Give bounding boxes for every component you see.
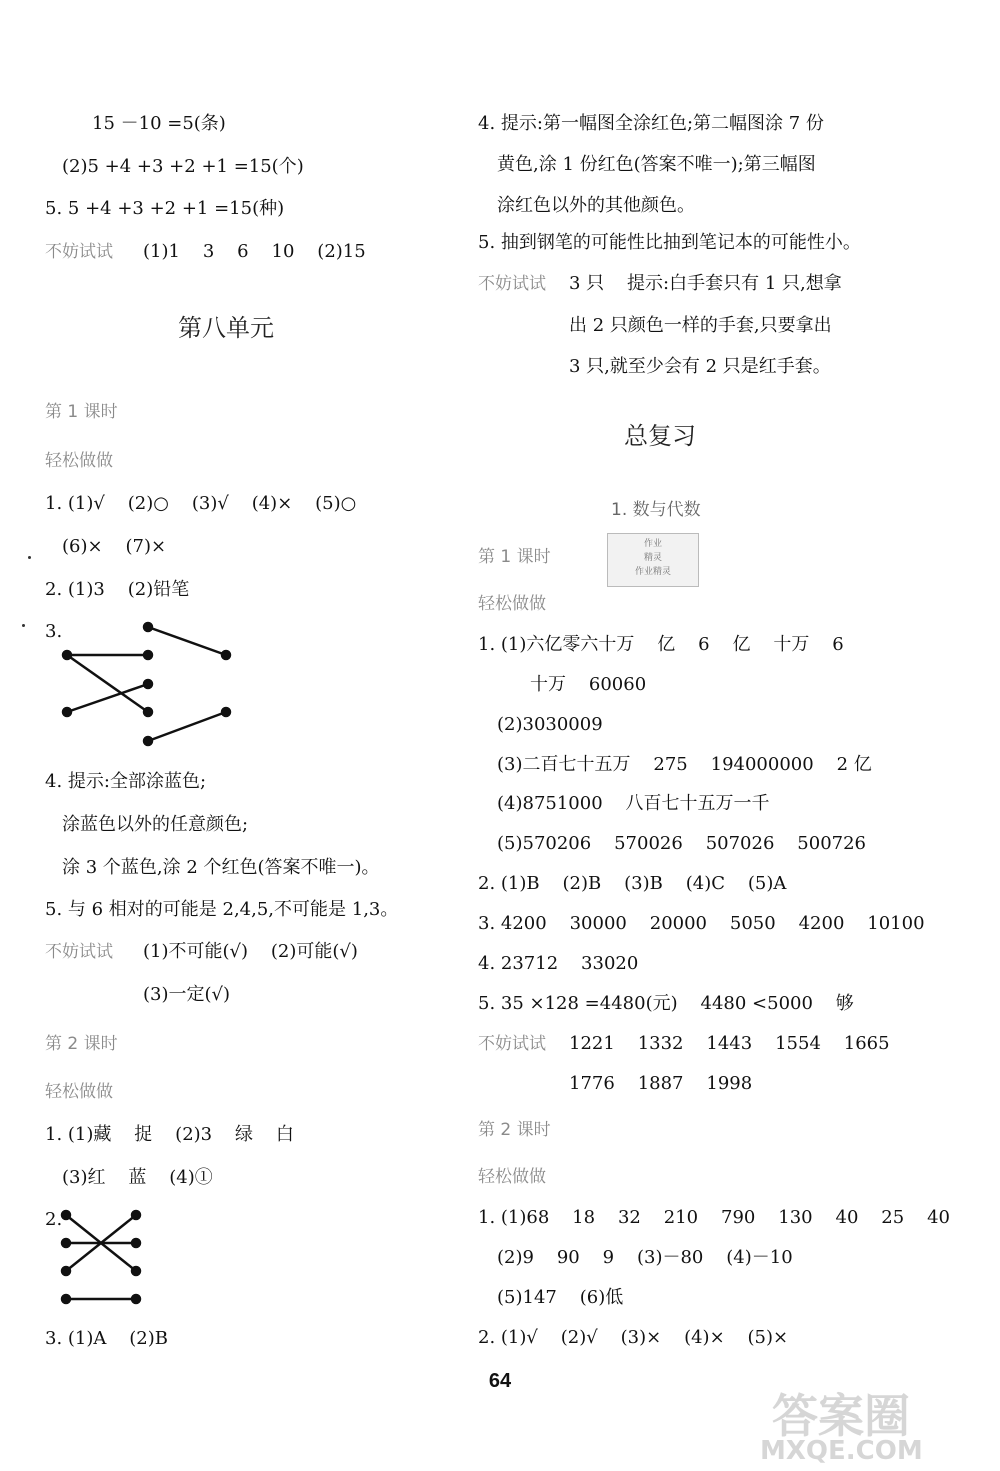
unit-title: 第八单元	[178, 314, 274, 342]
answer-line: 3. (1)A (2)B	[45, 1328, 169, 1349]
section-heading: 轻松做做	[45, 1082, 113, 1102]
answer-line: 十万 60060	[530, 674, 647, 695]
answer-line: 3.	[45, 621, 63, 642]
chapter-subtitle: 1. 数与代数	[611, 500, 701, 520]
answer-line: (4)8751000 八百七十五万一千	[497, 793, 770, 814]
answer-line: 3. 4200 30000 20000 5050 4200 10100	[478, 913, 925, 934]
answer-line: (5)147 (6)低	[497, 1287, 624, 1308]
section-heading: 轻松做做	[478, 1167, 546, 1187]
answer-line: (1)不可能(√) (2)可能(√)	[143, 941, 358, 962]
answer-line: 2. (1)√ (2)√ (3)× (4)× (5)×	[478, 1327, 789, 1348]
watermark-logo	[760, 1380, 990, 1465]
lesson-heading: 第 1 课时	[478, 547, 551, 567]
stamp-line: 作业精灵	[634, 567, 671, 577]
answer-line: 1. (1)藏 捉 (2)3 绿 白	[45, 1124, 294, 1145]
answer-line: 涂蓝色以外的任意颜色;	[62, 814, 249, 835]
section-heading: 轻松做做	[45, 451, 113, 471]
answer-line: (3)红 蓝 (4)①	[62, 1167, 213, 1188]
lesson-heading: 第 2 课时	[45, 1034, 118, 1054]
answer-line: 5. 5 +4 +3 +2 +1 =15(种)	[45, 198, 285, 219]
stamp-line: 精灵	[643, 553, 662, 563]
section-heading: 轻松做做	[478, 594, 546, 614]
answer-line: 2. (1)B (2)B (3)B (4)C (5)A	[478, 873, 787, 894]
answer-line: 15 －10 =5(条)	[92, 113, 226, 134]
stray-dot	[22, 624, 25, 627]
answer-line: 3 只,就至少会有 2 只是红手套。	[569, 356, 831, 377]
answer-line: 1221 1332 1443 1554 1665	[569, 1033, 890, 1054]
answer-line: 5. 35 ×128 =4480(元) 4480 <5000 够	[478, 993, 854, 1014]
answer-line: 1. (1)68 18 32 210 790 130 40 25 40	[478, 1207, 950, 1228]
try-it-label: 不妨试试	[478, 274, 546, 294]
answer-line: 4. 提示:全部涂蓝色;	[45, 771, 207, 792]
answer-line: (2)3030009	[497, 714, 603, 735]
lesson-heading: 第 1 课时	[45, 402, 118, 422]
answer-line: (3)一定(√)	[143, 984, 231, 1005]
lesson-heading: 第 2 课时	[478, 1120, 551, 1140]
review-title: 总复习	[624, 422, 696, 450]
answer-line: 4. 提示:第一幅图全涂红色;第二幅图涂 7 份	[478, 113, 824, 134]
answer-line: 5. 与 6 相对的可能是 2,4,5,不可能是 1,3。	[45, 899, 399, 920]
answer-line: 2.	[45, 1209, 63, 1230]
answer-line: 1. (1)√ (2)○ (3)√ (4)× (5)○	[45, 493, 357, 514]
answer-line: 2. (1)3 (2)铅笔	[45, 579, 190, 600]
matching-diagram-2	[58, 1207, 158, 1307]
answer-line: 黄色,涂 1 份红色(答案不唯一);第三幅图	[497, 154, 816, 175]
answer-line: 3 只 提示:白手套只有 1 只,想拿	[569, 273, 842, 294]
answer-line: 涂红色以外的其他颜色。	[497, 195, 695, 216]
answer-line: 4. 23712 33020	[478, 953, 639, 974]
answer-line: 1776 1887 1998	[569, 1073, 753, 1094]
stray-dot	[28, 556, 31, 559]
try-it-label: 不妨试试	[45, 942, 113, 962]
stamp-line: 作业	[643, 539, 662, 549]
answer-line: (3)二百七十五万 275 194000000 2 亿	[497, 754, 872, 775]
answer-line: (1)1 3 6 10 (2)15	[143, 241, 366, 262]
answer-line: 1. (1)六亿零六十万 亿 6 亿 十万 6	[478, 634, 844, 655]
watermark-text: 答案圈	[772, 1389, 910, 1443]
matching-diagram-1	[55, 615, 245, 755]
try-it-label: 不妨试试	[45, 242, 113, 262]
answer-line: 涂 3 个蓝色,涂 2 个红色(答案不唯一)。	[62, 857, 380, 878]
answer-line: (5)570206 570026 507026 500726	[497, 833, 867, 854]
answer-line: 5. 抽到钢笔的可能性比抽到笔记本的可能性小。	[478, 232, 861, 253]
watermark-url: MXQE.COM	[760, 1436, 923, 1466]
try-it-label: 不妨试试	[478, 1034, 546, 1054]
stamp-image	[607, 533, 699, 587]
answer-line: (2)5 +4 +3 +2 +1 =15(个)	[62, 156, 304, 177]
answer-line: 出 2 只颜色一样的手套,只要拿出	[569, 315, 832, 336]
page-number: 64	[488, 1370, 512, 1392]
answer-line: (2)9 90 9 (3)－80 (4)－10	[497, 1247, 793, 1268]
answer-line: (6)× (7)×	[62, 536, 167, 557]
